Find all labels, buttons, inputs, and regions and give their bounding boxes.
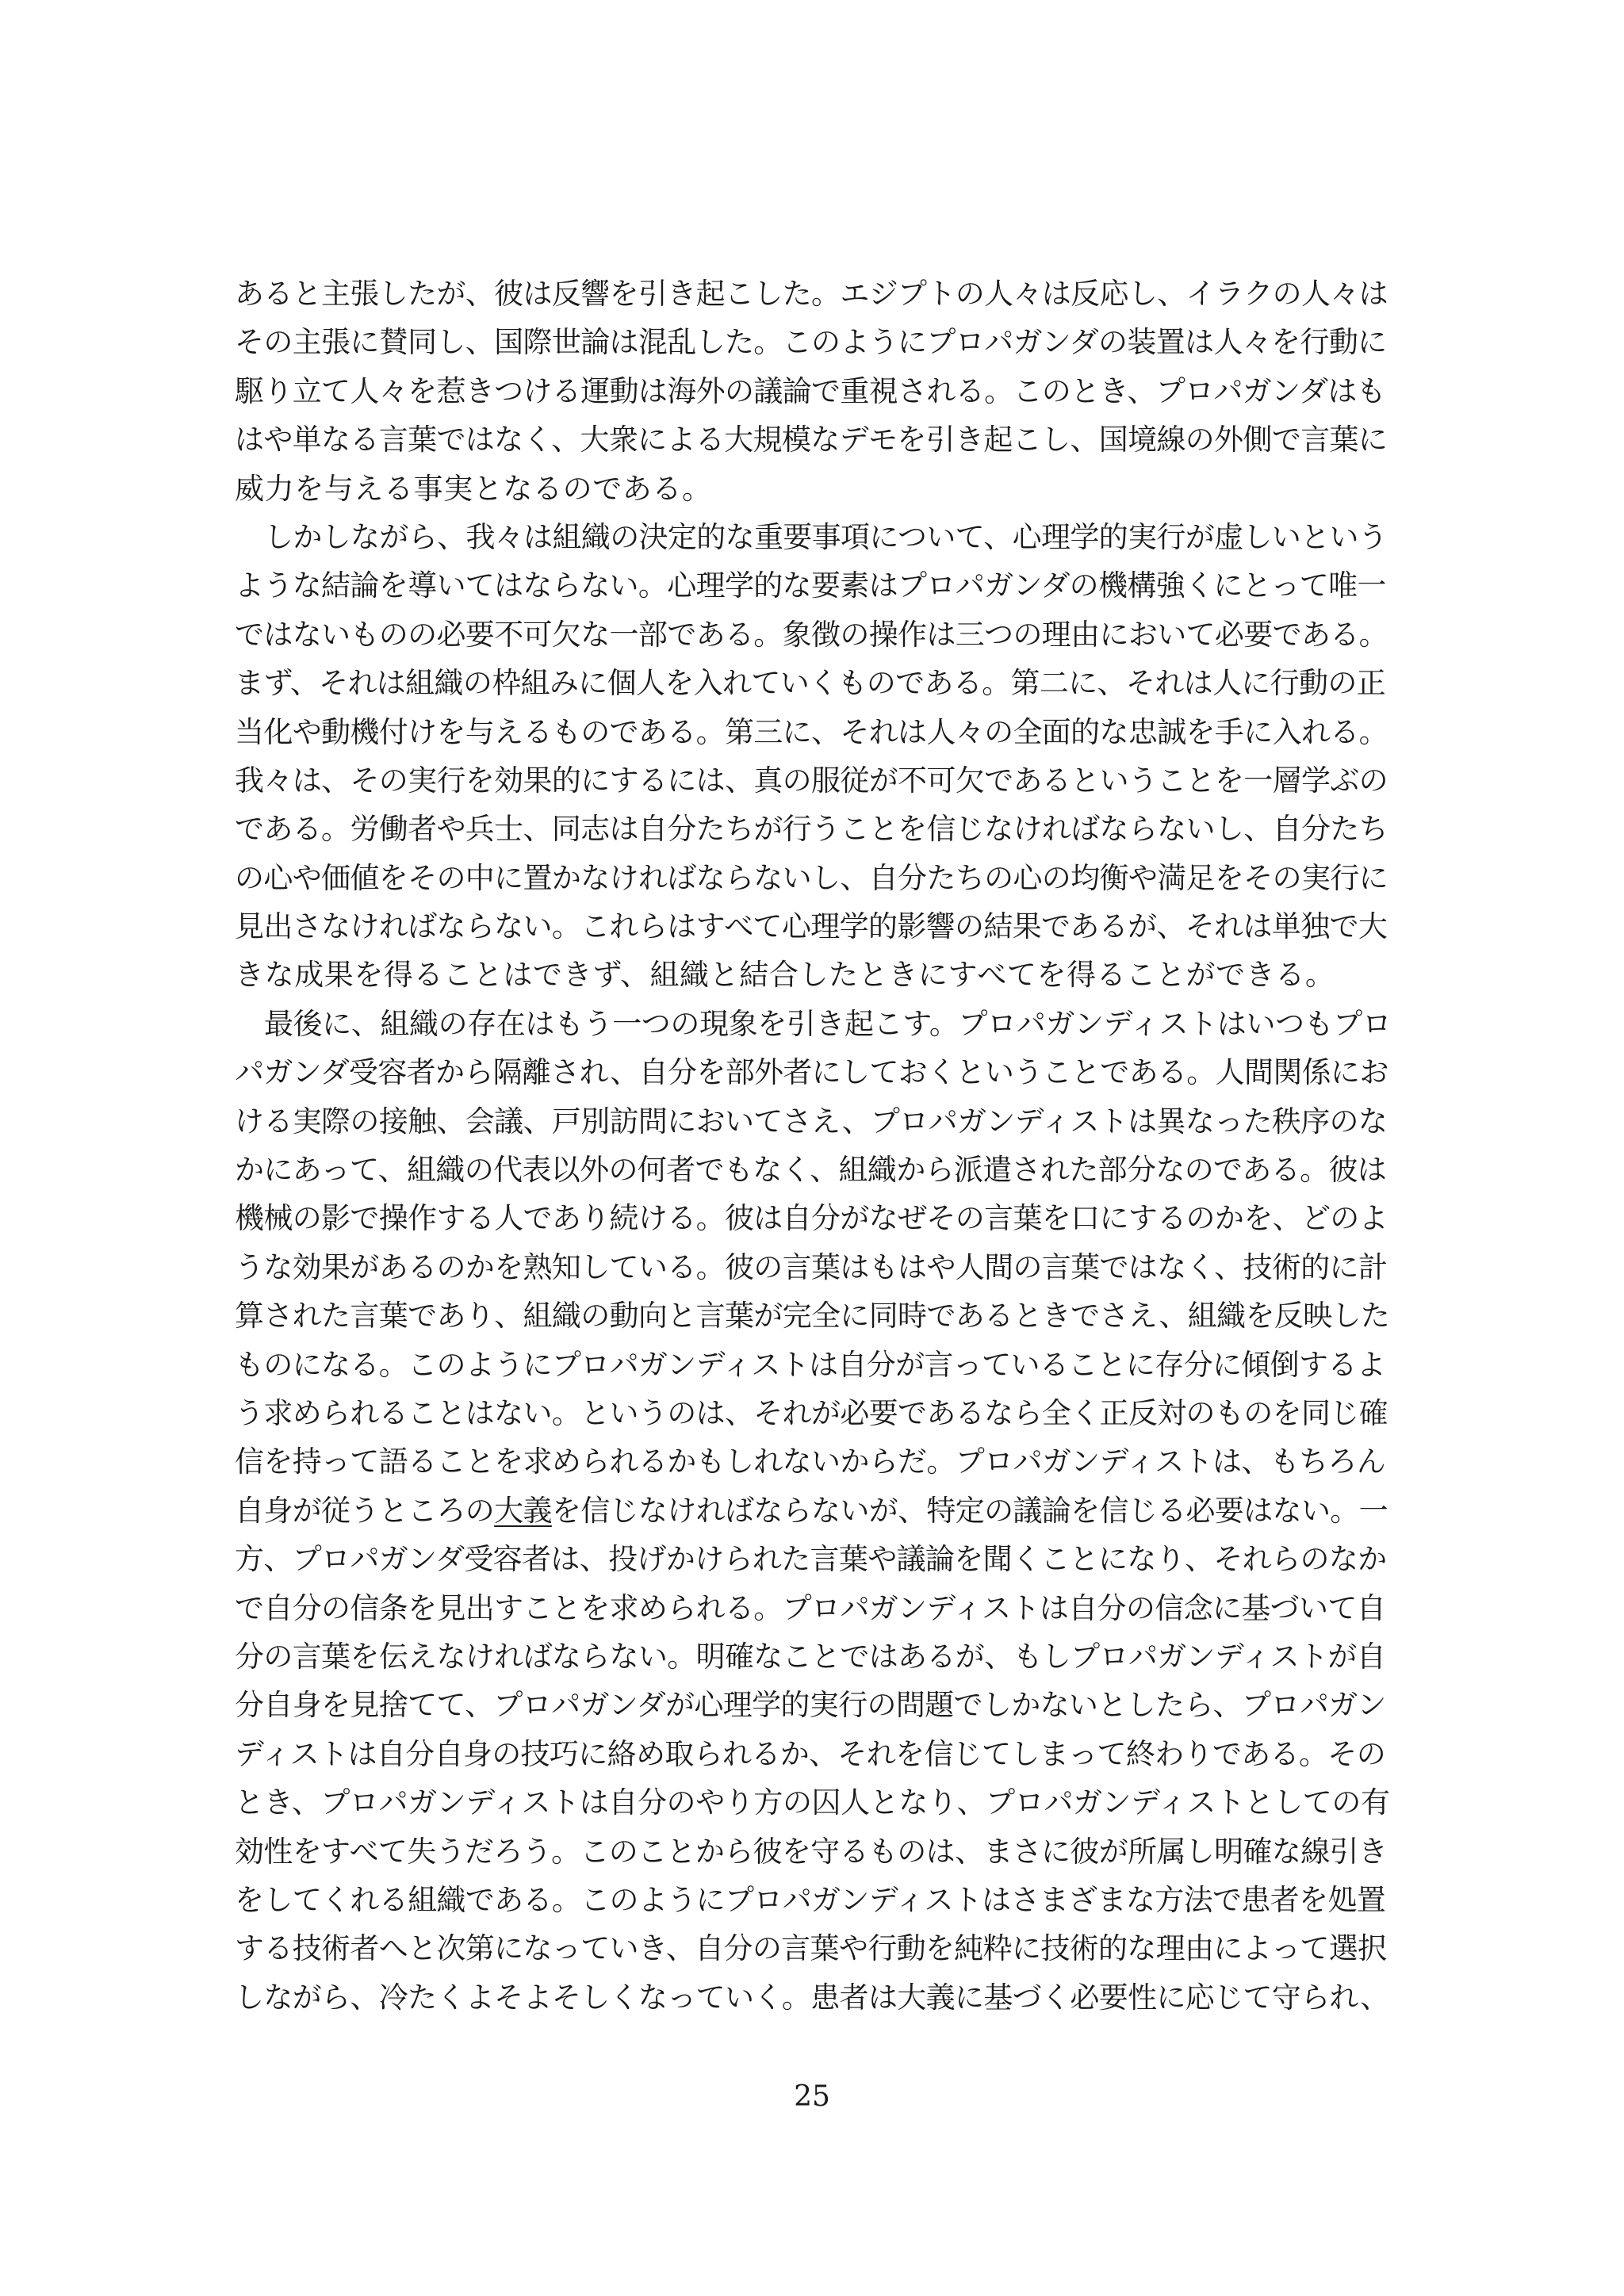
text-line: その主張に賛同し、国際世論は混乱した。このようにプロパガンダの装置は人々を行動に [235,325,1387,360]
text-line: 算された言葉であり、組織の動向と言葉が完全に同時であるときでさえ、組織を反映した [235,1299,1390,1334]
text-segment: を信じなければならないが、特定の議論を信じる必要はない。一 [551,1493,1388,1528]
text-line: 分自身を見捨てて、プロパガンダが心理学的実行の問題でしかないとしたら、プロパガン [235,1688,1386,1723]
text-line: 駆り立て人々を惹きつける運動は海外の議論で重視される。このとき、プロパガンダはも [235,373,1386,408]
text-line-with-underline [235,1487,1392,1535]
text-line: である。労働者や兵士、同志は自分たちが行うことを信じなければならないし、自分たち [235,812,1388,847]
text-line: まず、それは組織の枠組みに個人を入れていくものである。第二に、それは人に行動の正 [235,666,1386,701]
text-line: 方、プロパガンダ受容者は、投げかけられた言葉や議論を聞くことになり、それらのなか [235,1542,1387,1577]
text-line: パガンダ受容者から隔離され、自分を部外者にしておくということである。人間関係にお [235,1055,1388,1090]
text-line: かにあって、組織の代表以外の何者でもなく、組織から派遣された部分なのである。彼は [235,1153,1387,1188]
text-line: う求められることはない。というのは、それが必要であるなら全く正反対のものを同じ確 [235,1395,1388,1430]
text-line: ではないものの必要不可欠な一部である。象徴の操作は三つの理由において必要である。 [235,617,1388,652]
page-number: 25 [794,2080,830,2113]
text-line: とき、プロパガンディストは自分のやり方の囚人となり、プロパガンディストとしての有 [235,1785,1390,1820]
text-line: 信を持って語ることを求められるかもしれないからだ。プロパガンディストは、もちろん [235,1445,1386,1479]
paragraph-1 [235,270,1392,513]
text-line: しながら、冷たくよそよそしくなっていく。患者は大義に基づく必要性に応じて守られ、 [235,1980,1389,2015]
text-line: の心や価値をその中に置かなければならないし、自分たちの心の均衡や満足をその実行に [235,860,1388,895]
text-segment: 自身が従うところの [235,1493,495,1528]
text-line: 我々は、その実行を効果的にするには、真の服従が不可欠であるということを一層学ぶの [235,763,1388,798]
text-line: しかしながら、我々は組織の決定的な重要事項について、心理学的実行が虚しいという [264,519,1388,554]
text-line: で自分の信条を見出すことを求められる。プロパガンディストは自分の信念に基づいて自 [235,1590,1386,1625]
text-line: 当化や動機付けを与えるものである。第三に、それは人々の全面的な忠誠を手に入れる。 [235,714,1388,749]
text-line: はや単なる言葉ではなく、大衆による大規模なデモを引き起こし、国境線の外側で言葉に [235,423,1388,457]
paragraph-3 [235,1000,1392,2022]
text-line: ものになる。このようにプロパガンディストは自分が言っていることに存分に傾倒するよ [235,1347,1386,1382]
text-line: 威力を与える事実となるのである。 [235,471,712,506]
body-text [235,270,1392,2022]
text-line: きな成果を得ることはできず、組織と結合したときにすべてを得ることができる。 [235,958,1335,993]
text-line: ディストは自分自身の技巧に絡め取られるか、それを信じてしまって終わりである。その [235,1736,1386,1771]
text-line: をしてくれる組織である。このようにプロパガンディストはさまざまな方法で患者を処置 [235,1882,1386,1917]
text-line: 機械の影で操作する人であり続ける。彼は自分がなぜその言葉を口にするのかを、どのよ [235,1201,1388,1236]
text-line: ような結論を導いてはならない。心理学的な要素はプロパガンダの機構強くにとって唯一 [235,568,1386,603]
text-line: ける実際の接触、会議、戸別訪問においてさえ、プロパガンディストは異なった秩序のな [235,1104,1388,1138]
paragraph-2 [235,513,1392,1000]
underlined-term: 大義 [494,1493,552,1528]
text-line: 効性をすべて失うだろう。このことから彼を守るものは、まさに彼が所属し明確な線引き [235,1834,1388,1869]
text-line: 最後に、組織の存在はもう一つの現象を引き起こす。プロパガンディストはいつもプロ [264,1006,1392,1041]
text-line: 分の言葉を伝えなければならない。明確なことではあるが、もしプロパガンディストが自 [235,1639,1386,1674]
text-line: する技術者へと次第になっていき、自分の言葉や行動を純粋に技術的な理由によって選択 [235,1931,1387,1966]
text-line: 見出さなければならない。これらはすべて心理学的影響の結果であるが、それは単独で大 [235,909,1388,944]
text-line: あると主張したが、彼は反響を引き起こした。エジプトの人々は反応し、イラクの人々は [235,277,1388,311]
text-line: うな効果があるのかを熟知している。彼の言葉はもはや人間の言葉ではなく、技術的に計 [235,1249,1388,1284]
